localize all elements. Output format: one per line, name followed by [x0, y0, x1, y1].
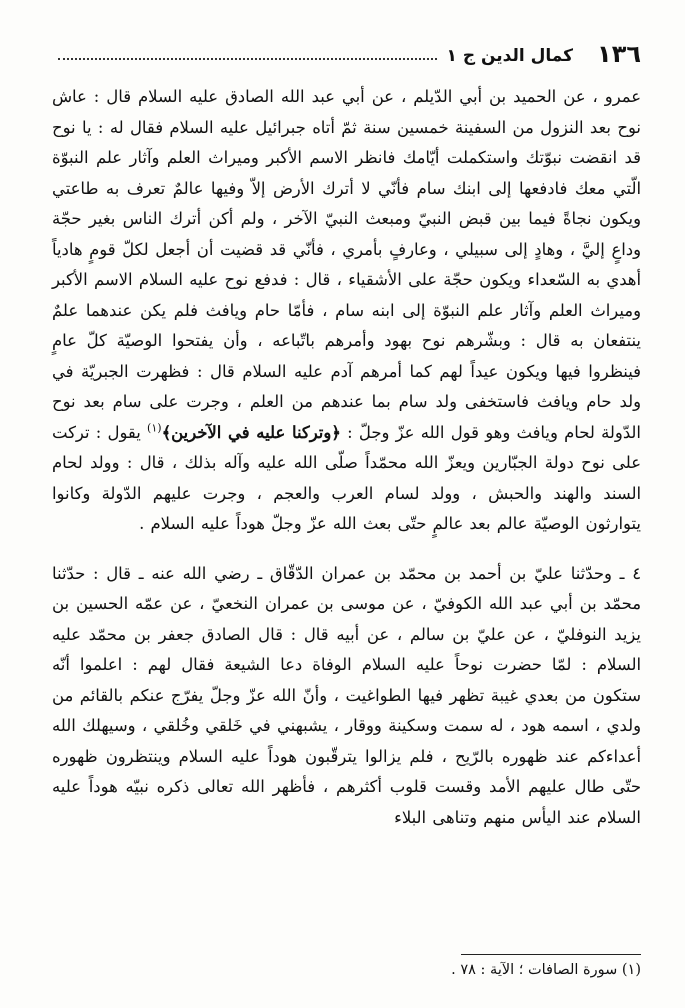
footnote-reference[interactable]: (١): [147, 421, 162, 435]
paragraph-text-continued: يقول : تركت على نوح دولة الجبّارين ويعزّ الله محمّداً صلّى الله عليه وآله بذلك ، قال : وولد لحام السند والهند والحبش ، وولد لسام العرب والعجم ، وجرت عليهم الدّولة وكانوا يتوارثون الوصيّة عالم بعد عالمٍ حتّى بعث الله عزّ وجلّ هوداً عليه السلام .: [52, 422, 641, 533]
paragraph-text: عمرو ، عن الحميد بن أبي الدّيلم ، عن أبي عبد الله الصادق عليه السلام قال : عاش نوح بعد النزول من السفينة خمسين سنة ثمّ أتاه جبرائيل عليه السلام فقال له : يا نوح قد انقضت نبوّتك واستكملت أيّامك فانظر الاسم الأكبر وميراث العلم وآثار علم النبوّة الّتي معك فادفعها إلى ابنك سام فأنّي لا أترك الأرض إلاّ وفيها عالمٌ تعرف به طاعتي ويكون نجاةً فيما بين قبض النبيّ ومبعث النبيّ الآخر ، ولم أكن أترك الناس بغير حجّة وداعٍ إليَّ ، وهادٍ إلى سبيلي ، وعارفٍ بأمري ، فأنّي قد قضيت أن أجعل لكلّ قومٍ هادياً أهدي به السّعداء ويكون حجّة على الأشقياء ، قال : فدفع نوح عليه السلام الاسم الأكبر وميراث العلم وآثار علم النبوّة إلى ابنه سام ، فأمّا حام ويافث فلم يكن عندهما علمٌ ينتفعان به قال : وبشّرهم نوح بهود وأمرهم باتّباعه ، وأن يفتحوا الوصيّة كلّ عامٍ فينظروا فيها ويكون عيداً لهم كما أمرهم آدم عليه السلام قال : فظهرت الجبريّة في ولد حام ويافث فاستخفى ولد سام بما عندهم من العلم ، وجرت على سام بعد نوح الدّولة لحام ويافث وهو قول الله عزّ وجلّ :: [52, 87, 641, 442]
book-title: كمال الدين ج ١: [446, 46, 574, 66]
footnote: (١) سورة الصافات ؛ الآية : ٧٨ .: [451, 962, 641, 978]
footnote-divider: [461, 954, 641, 955]
paragraph-hadith-4: ٤ ـ وحدّثنا عليّ بن أحمد بن محمّد بن عمران الدّقّاق ـ رضي الله عنه ـ قال : حدّثنا محمّد بن أبي عبد الله الكوفيّ ، عن موسى بن عمران النخعيّ ، عن عمّه الحسين بن يزيد النوفليّ ، عن عليّ بن سالم ، عن أبيه قال : قال الصادق جعفر بن محمّد عليه السلام : لمّا حضرت نوحاً عليه السلام الوفاة دعا الشيعة فقال لهم : اعلموا أنّه ستكون من بعدي غيبة تظهر فيها الطواغيت ، وأنّ الله عزّ وجلّ يفرّج عنكم بالقائم من ولدي ، اسمه هود ، له سمت وسكينة ووقار ، يشبهني في خَلقي وخُلقي ، وسيهلك الله أعداءكم عند ظهوره بالرّيح ، فلم يزالوا يترقّبون هوداً عليه السلام وينتظرون ظهوره حتّى طال عليهم الأمد وقست قلوب أكثرهم ، فأظهر الله تعالى ذكره نبيّه هوداً عليه السلام عند اليأس منهم وتناهى البلاء: [52, 563, 641, 827]
header-dot-leader: [58, 58, 437, 60]
quran-quote: ﴿وتركنا عليه في الآخرين﴾: [161, 422, 341, 442]
page-number: ١٣٦: [597, 40, 641, 68]
paragraph-hadith-3: [52, 82, 641, 540]
main-text: [52, 82, 641, 833]
running-header: [58, 30, 641, 66]
